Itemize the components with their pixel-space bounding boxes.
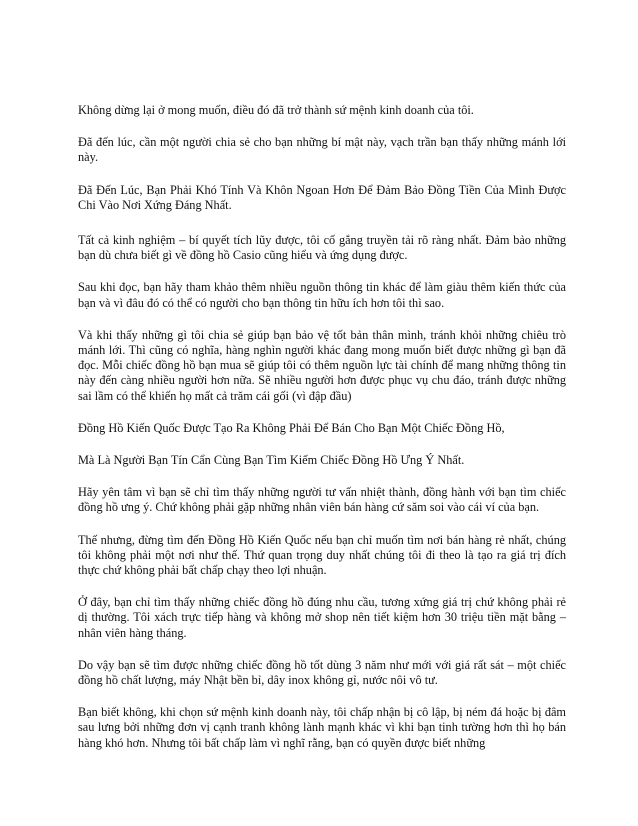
paragraph-competition: Bạn biết không, khi chọn sứ mệnh kinh doanh này, tôi chấp nhận bị cô lập, bị ném đá hoặc bị đâm sau lưng bởi những đơn vị cạnh tranh không lành mạnh khác vì khi bạn tinh tường hơn thì họ bán hàng khó hơn. Nhưng tôi bất chấp làm vì nghĩ rằng, bạn có quyền được biết những: [78, 705, 566, 750]
paragraph-heading-kien-quoc-2: Mà Là Người Bạn Tín Cẩn Cùng Bạn Tìm Kiếm Chiếc Đồng Hồ Ưng Ý Nhất.: [78, 453, 465, 468]
paragraph-research: Sau khi đọc, bạn hãy tham khảo thêm nhiều nguồn thông tin khác để làm giàu thêm kiến thức của bạn và vì đâu đó có thể có người cho bạn thông tin hữu ích hơn tôi thì sao.: [78, 280, 566, 310]
paragraph-not-cheapest: Thế nhưng, đừng tìm đến Đồng Hồ Kiến Quốc nếu bạn chỉ muốn tìm nơi bán hàng rẻ nhất, chúng tôi không phải một nơi như thế. Thứ quan trọng duy nhất chúng tôi đi theo là tạo ra giá trị đích thực chứ không phải bất chấp chạy theo lợi nhuận.: [78, 532, 566, 578]
paragraph-experience: Tất cả kinh nghiệm – bí quyết tích lũy được, tôi cố gắng truyền tải rõ ràng nhất. Đảm bảo những bạn dù chưa biết gì về đồng hồ Casio cũng hiểu và ứng dụng được.: [78, 233, 566, 263]
paragraph-mission: Không dừng lại ở mong muốn, điều đó đã trở thành sứ mệnh kinh doanh của tôi.: [78, 103, 474, 117]
paragraph-value: Ở đây, bạn chỉ tìm thấy những chiếc đồng hồ đúng nhu cầu, tương xứng giá trị chứ không phải rẻ dị thường. Tôi xách trực tiếp hàng và không mở shop nên tiết kiệm hơn 30 triệu tiền mặt bằng – nhân viên hàng tháng.: [78, 595, 566, 640]
paragraph-quality: Do vậy bạn sẽ tìm được những chiếc đồng hồ tốt dùng 3 năm như mới với giá rất sát – một chiếc đồng hồ chất lượng, máy Nhật bền bỉ, dây inox không gỉ, nước nôi vô tư.: [78, 657, 566, 688]
paragraph-protect: Và khi thấy những gì tôi chia sẻ giúp bạn bảo vệ tốt bản thân mình, tránh khỏi những chiêu trò mánh lới. Thì cũng có nghĩa, hàng nghìn người khác đang mong muốn biết được những gì bạn đã đọc. Mỗi chiếc đồng hồ bạn mua sẽ giúp tôi có thêm nguồn lực tài chính để mang những thông tin này đến càng nhiều người hơn nữa. Sẽ nhiều người hơn được phục vụ chu đáo, tránh được những sai lầm có thể khiến họ mất cả trăm cái gối (vì đập đầu): [78, 327, 566, 403]
paragraph-secrets: Đã đến lúc, cần một người chia sẻ cho bạn những bí mật này, vạch trần bạn thấy những mánh lới này.: [78, 135, 566, 165]
paragraph-consultants: Hãy yên tâm vì bạn sẽ chỉ tìm thấy những người tư vấn nhiệt thành, đồng hành với bạn tìm chiếc đồng hồ ưng ý. Chứ không phải gặp những nhân viên bán hàng cứ săm soi vào cái ví của bạn.: [78, 485, 566, 515]
document-body: [78, 103, 566, 768]
paragraph-heading-smart-spending: Đã Đến Lúc, Bạn Phải Khó Tính Và Khôn Ngoan Hơn Để Đảm Bảo Đồng Tiền Của Mình Được Chi Vào Nơi Xứng Đáng Nhất.: [78, 182, 566, 212]
paragraph-heading-kien-quoc-1: Đồng Hồ Kiến Quốc Được Tạo Ra Không Phải Để Bán Cho Bạn Một Chiếc Đồng Hồ,: [78, 420, 505, 435]
